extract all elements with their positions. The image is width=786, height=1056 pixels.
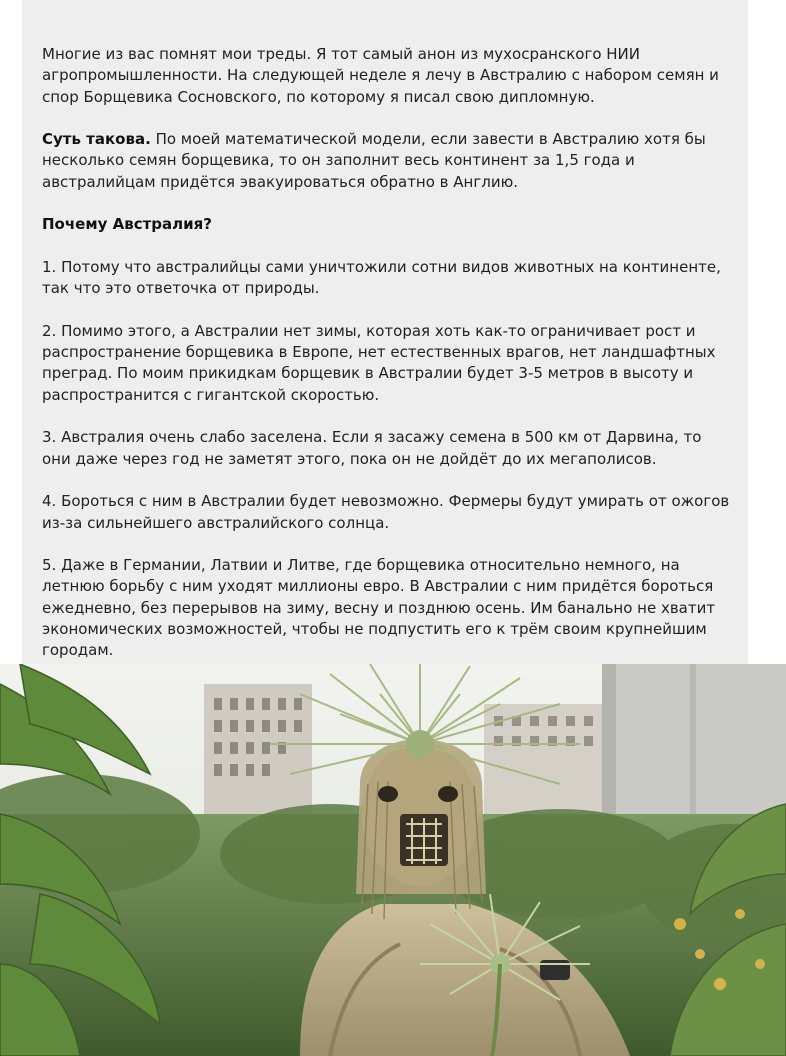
- post-intro: Многие из вас помнят мои треды. Я тот самый анон из мухосранского НИИ агропромышленности. На следующей неделе я лечу в Австралию с набором семян и спор Борщевика Сосновского, по которому я писал свою дипломную.: [42, 45, 719, 106]
- reason-1: 1. Потому что австралийцы сами уничтожили сотни видов животных на континенте, так что это ответочка от природы.: [42, 257, 721, 298]
- why-heading-text: Почему Австралия?: [42, 215, 212, 234]
- post-gist: [42, 129, 732, 193]
- gist-text: По моей математической модели, если завести в Австралию хотя бы несколько семян борщевика, то он заполнит весь континент за 1,5 года и австралийцам придётся эвакуироваться обратно в Англию.: [42, 130, 706, 191]
- reason-3: 3. Австралия очень слабо заселена. Если я засажу семена в 500 км от Дарвина, то они даже через год не заметят этого, пока он не дойдёт до их мегаполисов.: [42, 428, 702, 468]
- post-body: [42, 44, 732, 683]
- gist-label: Суть такова.: [42, 130, 151, 149]
- reason-5: 5. Даже в Германии, Латвии и Литве, где борщевика относительно немного, на летнюю борьбу с ним уходят миллионы евро. В Австралии с ним придётся бороться ежедневно, без перерывов на зиму, весну и позднюю осень. Им банально не хватит экономических возможностей, чтобы не подпустить его к трём своим крупнейшим городам.: [42, 556, 716, 660]
- reason-2: 2. Помимо этого, а Австралии нет зимы, которая хоть как-то ограничивает рост и распространение борщевика в Европе, нет естественных врагов, нет ландшафтных преград. По моим прикидкам борщевик в Австралии будет 3-5 метров в высоту и распространится с гигантской скоростью.: [42, 321, 716, 404]
- hogweed-creature-photo: [0, 664, 786, 1056]
- reason-4: 4. Бороться с ним в Австралии будет невозможно. Фермеры будут умирать от ожогов из-за сильнейшего австралийского солнца.: [42, 492, 730, 532]
- background-building-right: [484, 704, 604, 824]
- why-heading: [42, 214, 732, 235]
